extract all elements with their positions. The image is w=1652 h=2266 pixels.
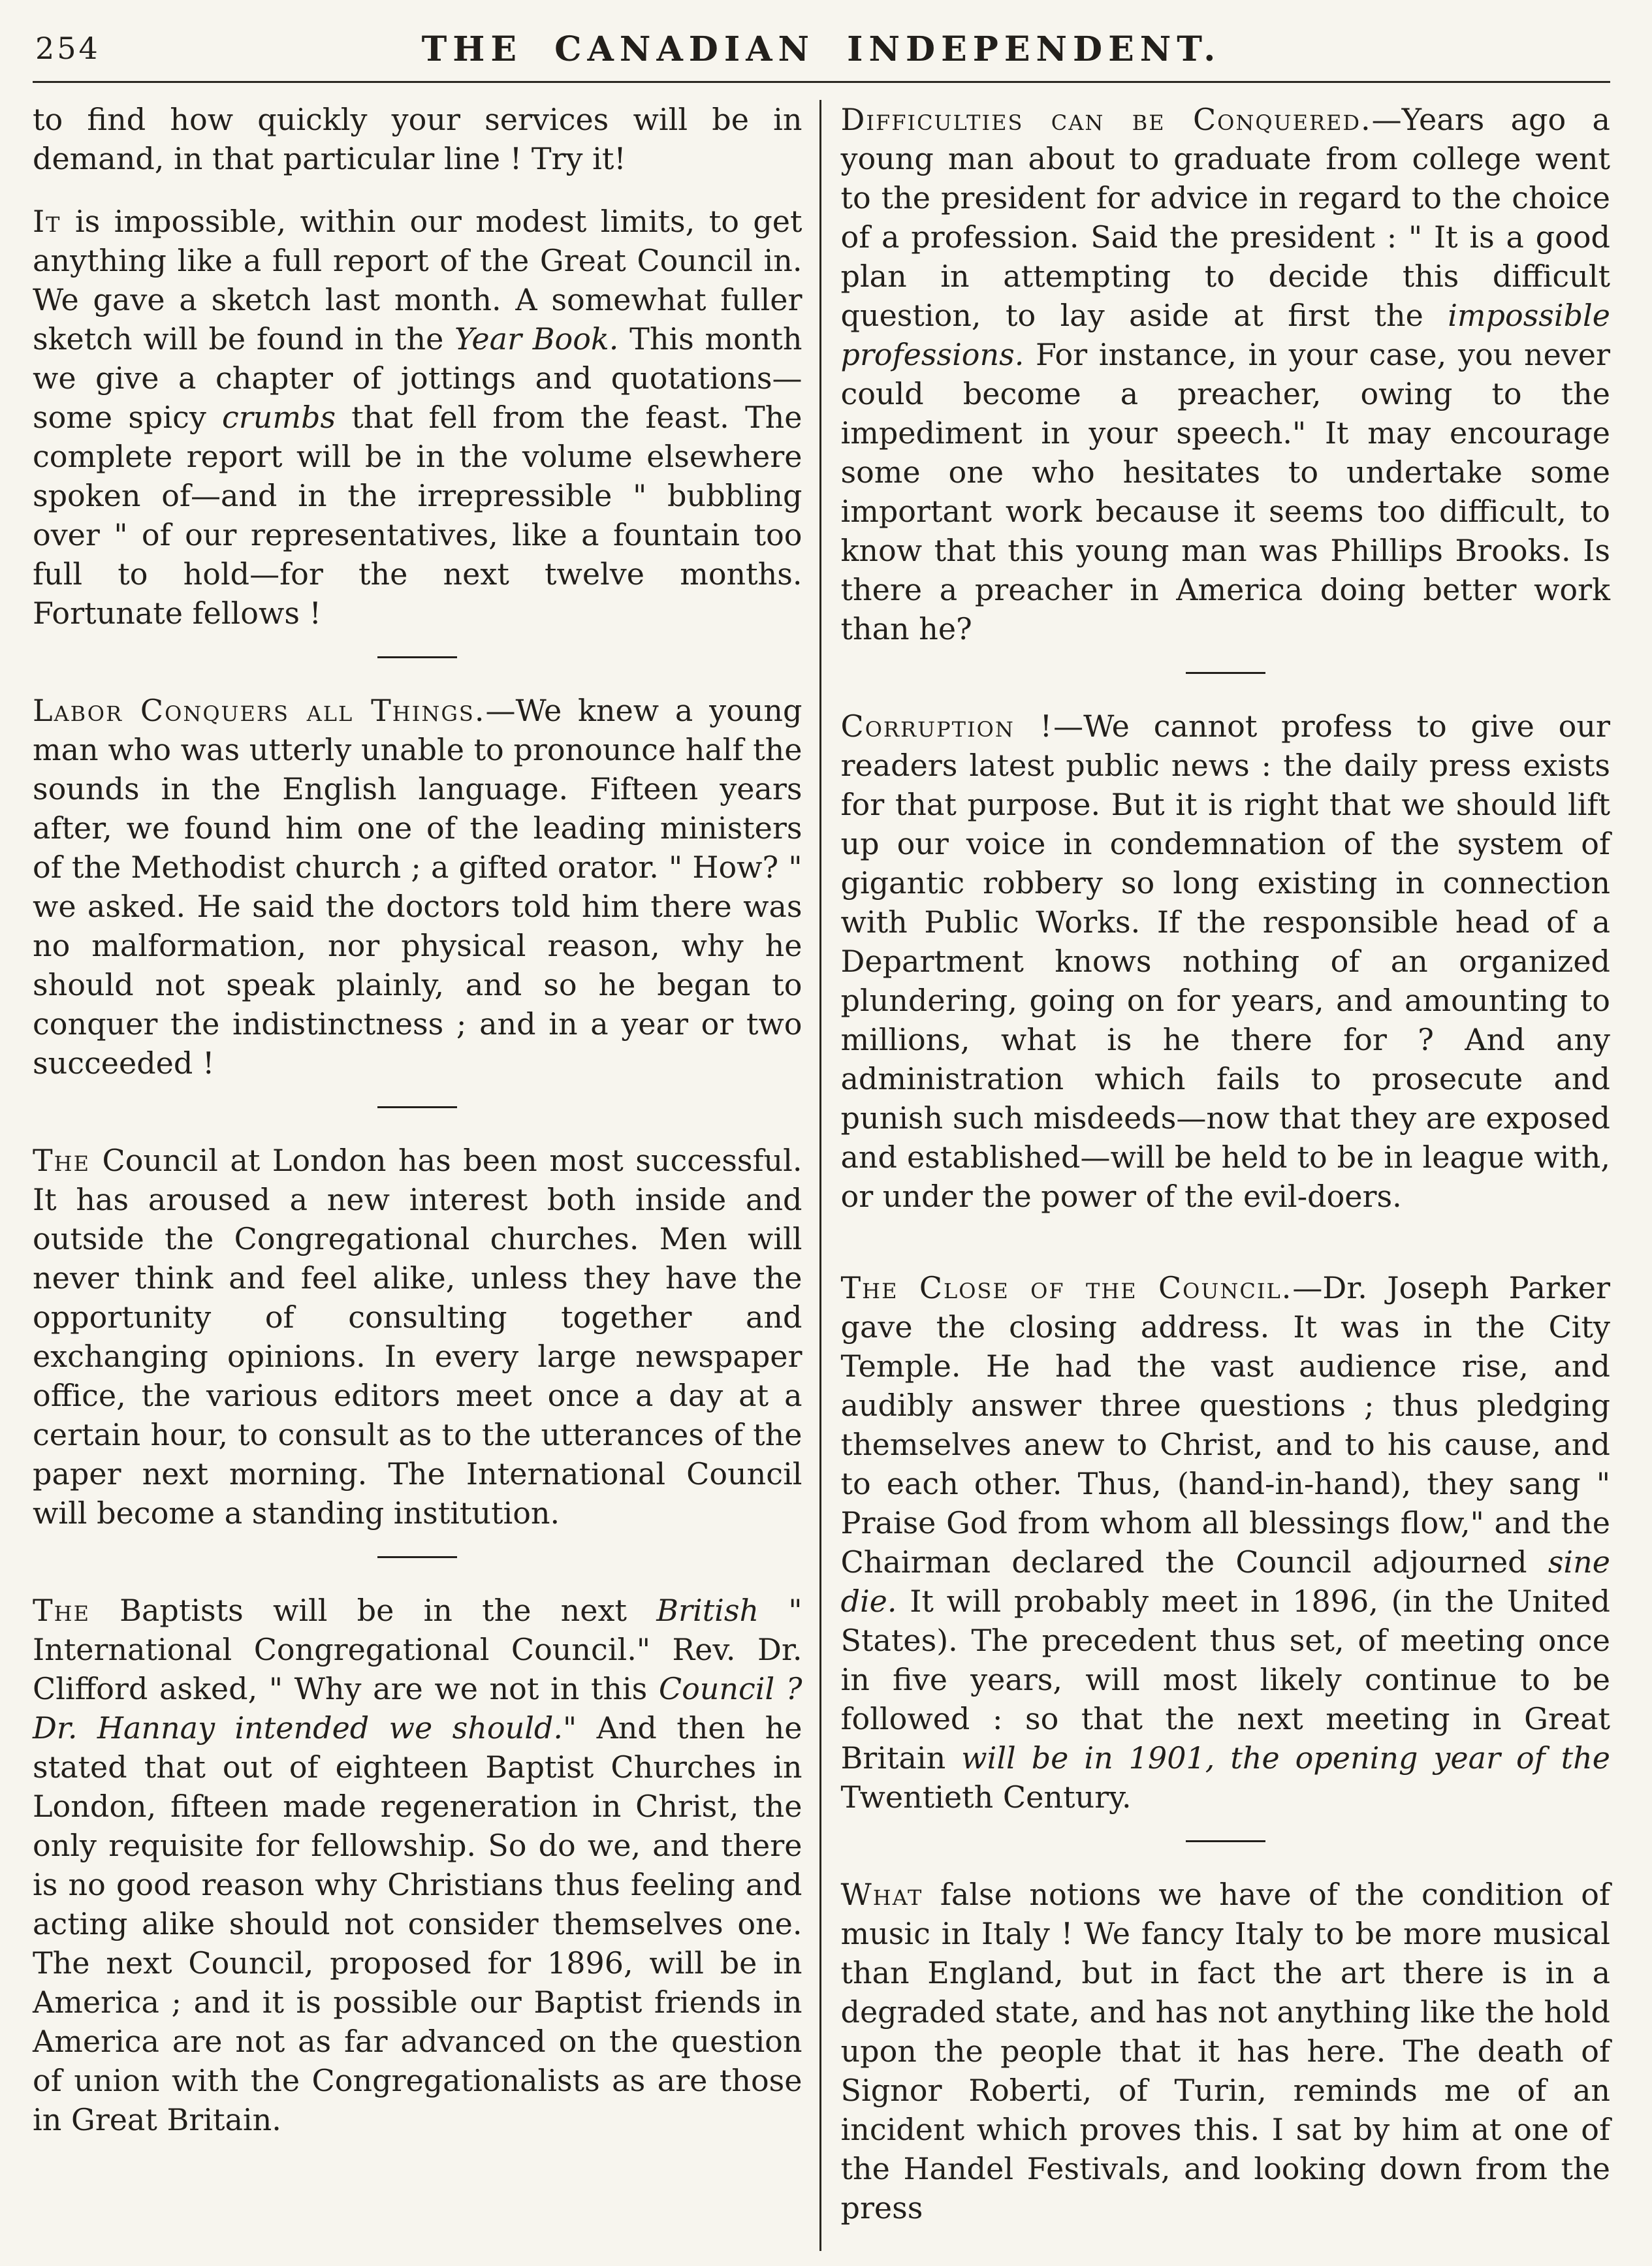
paragraph bbox=[841, 100, 1611, 648]
text-run: British bbox=[656, 1593, 759, 1628]
text-run: crumbs bbox=[222, 400, 336, 435]
section-gap bbox=[841, 1239, 1611, 1268]
paragraph bbox=[841, 1875, 1611, 2227]
paragraph bbox=[33, 100, 802, 178]
text-run: —Years ago a young man about to graduate from college went to the president for advice in regard to the choice of a profession. Said the president : " It is a good plan in attempting to decide this difficult question, to lay aside at first the bbox=[840, 102, 1610, 333]
text-run: It will probably meet in 1896, (in the United States). The precedent thus set, of meeting once in five years, will most likely continue to be followed : so that the next meeting in Great Britain bbox=[840, 1584, 1610, 1776]
text-run: to find how quickly your services will be in demand, in that particular line ! Try it! bbox=[33, 102, 802, 176]
text-run: —Dr. Joseph Parker gave the closing address. It was in the City Temple. He had the vast audience rise, and audibly answer three questions ; thus pledging themselves anew to Christ, and to his cause, and to each other. Thus, (hand-in-hand), they sang " Praise God from whom all blessings flow," and the Chairman declared the Council adjourned bbox=[840, 1270, 1610, 1580]
text-run: sine die. bbox=[840, 1544, 1610, 1619]
article-columns bbox=[33, 83, 1610, 2251]
text-run: Twentieth Century. bbox=[840, 1779, 1132, 1815]
text-run: And then he stated that out of eighteen Baptist Churches in London, fifteen made regeneration in Christ, the only requisite for fellowship. So do we, and there is no good reason why Christians thus feeling and acting alike should not consider themselves one. The next Council, proposed for 1896, will be in America ; and it is possible our Baptist friends in America are not as far advanced on the question of union with the Congregationalists as are those in Great Britain. bbox=[33, 1710, 802, 2137]
text-run: For instance, in your case, you never could become a preacher, owing to the impediment in your speech." It may encourage some one who hesitates to undertake some important work because it seems too difficult, to know that this young man was Phillips Brooks. Is there a preacher in America doing better work than he? bbox=[840, 337, 1610, 646]
section-divider bbox=[377, 656, 457, 658]
text-run: false notions we have of the condition of music in Italy ! We fancy Italy to be more musical than England, but in fact the art there is in a degraded state, and has not anything like the hold upon the people that it has here. The death of Signor Roberti, of Turin, reminds me of an incident which proves this. I sat by him at one of the Handel Festivals, and looking down from the press bbox=[840, 1877, 1610, 2226]
paragraph-lead-in: What bbox=[840, 1877, 923, 1912]
text-run: impossible professions. bbox=[840, 298, 1610, 372]
section-divider bbox=[377, 1556, 457, 1558]
text-run: Baptists will be in the next bbox=[89, 1593, 657, 1628]
text-run: " International Congregational Council." Rev. Dr. Clifford asked, " Why are we not in this bbox=[33, 1593, 802, 1706]
paragraph bbox=[33, 691, 802, 1083]
right-column bbox=[821, 100, 1611, 2251]
paragraph bbox=[33, 1141, 802, 1533]
paragraph-lead-in: Corruption ! bbox=[840, 709, 1054, 744]
masthead-title: THE CANADIAN INDEPENDENT. bbox=[421, 29, 1222, 69]
page-header bbox=[33, 27, 1610, 83]
section-divider bbox=[377, 1106, 457, 1108]
text-run: Year Book. bbox=[454, 321, 619, 357]
paragraph-lead-in: Labor Conquers all Things. bbox=[33, 693, 486, 728]
paragraph-lead-in: The bbox=[33, 1593, 90, 1628]
paragraph-lead-in: The Close of the Council. bbox=[840, 1270, 1293, 1305]
paragraph bbox=[841, 1268, 1611, 1817]
paragraph bbox=[33, 202, 802, 633]
text-run: —We knew a young man who was utterly unable to pronounce half the sounds in the English language. Fifteen years after, we found him one of the leading ministers of the Methodist church ; a gifted orator. " How? " we asked. He said the doctors told him there was no malformation, nor physical reason, why he should not speak plainly, and so he began to conquer the indistinctness ; and in a year or two succeeded ! bbox=[33, 693, 802, 1081]
text-run: that fell from the feast. The complete report will be in the volume elsewhere spoken of—and in the irrepressible " bubbling over " of our representatives, like a fountain too full to hold—for the next twelve months. Fortunate fellows ! bbox=[33, 400, 802, 631]
text-run: —We cannot profess to give our readers latest public news : the daily press exists for that purpose. But it is right that we should lift up our voice in condemnation of the system of gigantic robbery so long existing in connection with Public Works. If the responsible head of a Department knows nothing of an organized plundering, going on for years, and amounting to millions, what is he there for ? And any administration which fails to prosecute and punish such misdeeds—now that they are exposed and established—will be held to be in league with, or under the power of the evil-doers. bbox=[840, 709, 1610, 1214]
text-run: is impossible, within our modest limits, to get anything like a full report of the Great Council in. We gave a sketch last month. A somewhat fuller sketch will be found in the bbox=[33, 204, 802, 357]
paragraph bbox=[33, 1591, 802, 2139]
paragraph-lead-in: Difficulties can be Conquered. bbox=[840, 102, 1372, 137]
section-divider bbox=[1186, 672, 1265, 674]
text-run: Council at London has been most successful. It has aroused a new interest both inside and outside the Congregational churches. Men will never think and feel alike, unless they have the opportunity of consulting together and exchanging opinions. In every large newspaper office, the various editors meet once a day at a certain hour, to consult as to the utterances of the paper next morning. The International Council will become a standing institution. bbox=[33, 1143, 802, 1531]
text-run: will be in 1901, the opening year of the bbox=[961, 1740, 1611, 1776]
section-divider bbox=[1186, 1840, 1265, 1842]
text-run: This month we give a chapter of jottings and quotations—some spicy bbox=[33, 321, 802, 435]
text-run: Council ? Dr. Hannay intended we should." bbox=[33, 1671, 802, 1746]
paragraph-lead-in: The bbox=[33, 1143, 90, 1178]
left-column bbox=[33, 100, 819, 2251]
page-number: 254 bbox=[35, 31, 101, 66]
paragraph-lead-in: It bbox=[33, 204, 61, 239]
paragraph bbox=[841, 707, 1611, 1216]
